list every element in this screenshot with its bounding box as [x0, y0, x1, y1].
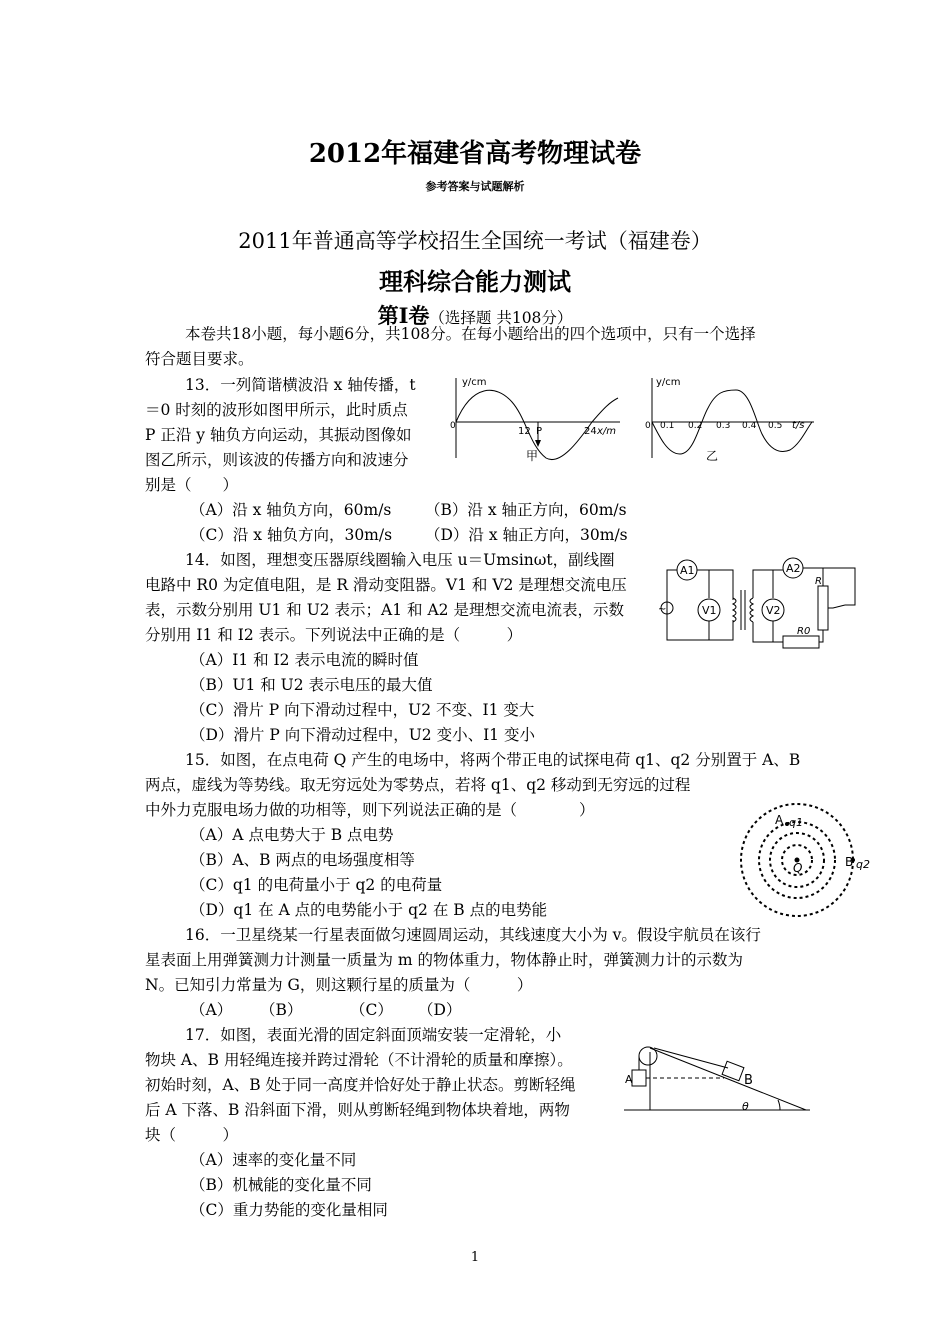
q14-a2-label: A2: [786, 562, 801, 575]
q14-line-3: 表，示数分别用 U1 和 U2 表示；A1 和 A2 是理想交流电流表，示数: [145, 601, 624, 619]
q13-line-2: ＝0 时刻的波形如图甲所示，此时质点: [145, 401, 408, 419]
q17-a-label: A: [625, 1073, 633, 1086]
exam-name: 2011年普通高等学校招生全国统一考试（福建卷）: [238, 229, 712, 253]
q16-option-a: （A）: [190, 1001, 233, 1019]
q13a-p: P: [536, 426, 543, 437]
q17-line-2: 物块 A、B 用轻绳连接并跨过滑轮（不计滑轮的质量和摩擦）。: [145, 1051, 573, 1069]
q13-line-3: P 正沿 y 轴负方向运动，其振动图像如: [145, 426, 412, 444]
q17-b-label: B: [744, 1073, 753, 1088]
q13b-tick-5: 0.5: [768, 421, 783, 431]
q13b-xlabel: t/s: [792, 420, 805, 431]
q15-line-2: 两点，虚线为等势线。取无穷远处为零势点，若将 q1、q2 移动到无穷远的过程: [145, 776, 691, 794]
q15-a-label: A: [775, 813, 784, 827]
q13a-tick12: 12: [518, 426, 531, 437]
q15-q-label: Q: [793, 861, 803, 875]
intro-line-1: 本卷共18小题，每小题6分，共108分。在每小题给出的四个选项中，只有一个选择: [185, 325, 756, 343]
q13-option-d: （D）沿 x 轴正方向，30m/s: [425, 526, 628, 544]
q13-line-4: 图乙所示，则该波的传播方向和波速分: [145, 451, 409, 469]
volume-note: （选择题 共108分）: [429, 309, 573, 327]
q14-a1-label: A1: [680, 564, 695, 577]
q17-option-c: （C）重力势能的变化量相同: [190, 1201, 388, 1219]
q13-figure-a: [448, 372, 623, 464]
q14-circuit-figure: [655, 550, 860, 660]
intro-line-2: 符合题目要求。: [145, 350, 254, 368]
page-title: 2012年福建省高考物理试卷: [308, 139, 642, 169]
q17-theta-label: θ: [742, 1100, 749, 1113]
q15-line-3: 中外力克服电场力做的功相等，则下列说法正确的是（ ）: [145, 801, 595, 819]
q14-option-c: （C）滑片 P 向下滑动过程中，U2 不变、I1 变大: [190, 701, 535, 719]
q17-line-1: 17．如图，表面光滑的固定斜面顶端安装一定滑轮，小: [185, 1026, 562, 1044]
q15-q1-label: q1: [789, 816, 803, 829]
q14-line-4: 分别用 I1 和 I2 表示。下列说法中正确的是（ ）: [145, 626, 523, 644]
q13-option-a: （A）沿 x 轴负方向，60m/s: [190, 501, 392, 519]
q13b-origin: 0: [645, 421, 651, 431]
q15-option-c: （C）q1 的电荷量小于 q2 的电荷量: [190, 876, 443, 894]
q13b-tick-3: 0.3: [716, 421, 731, 431]
q13a-xlabel: x/m: [597, 426, 617, 437]
q13b-caption: 乙: [706, 449, 719, 463]
q13b-tick-1: 0.1: [660, 421, 675, 431]
q13b-ylabel: y/cm: [656, 377, 681, 388]
q13b-tick-2: 0.2: [688, 421, 703, 431]
q16-line-3: N。已知引力常量为 G，则这颗行星的质量为（ ）: [145, 976, 533, 994]
q15-option-a: （A）A 点电势大于 B 点电势: [190, 826, 394, 844]
q14-v1-label: V1: [702, 604, 717, 617]
q15-option-d: （D）q1 在 A 点的电势能小于 q2 在 B 点的电势能: [190, 901, 548, 919]
q13a-tick24: 24: [584, 426, 597, 437]
q15-equipotential-figure: [735, 800, 885, 920]
q14-v2-label: V2: [766, 604, 781, 617]
q15-line-1: 15．如图，在点电荷 Q 产生的电场中，将两个带正电的试探电荷 q1、q2 分别置于 A、B: [185, 751, 801, 769]
q17-incline-figure: [620, 1038, 815, 1120]
q14-option-b: （B）U1 和 U2 表示电压的最大值: [190, 676, 433, 694]
volume-label: 第I卷: [377, 303, 430, 328]
q16-option-c: （C）: [350, 1001, 393, 1019]
q13-line-1: 13．一列简谐横波沿 x 轴传播，t: [185, 376, 416, 394]
q13a-caption: 甲: [526, 449, 539, 463]
q17-option-b: （B）机械能的变化量不同: [190, 1176, 372, 1194]
q13-figure-b: [642, 372, 817, 464]
q14-option-d: （D）滑片 P 向下滑动过程中，U2 变小、I1 变小: [190, 726, 535, 744]
q13b-tick-4: 0.4: [742, 421, 757, 431]
q14-line-2: 电路中 R0 为定值电阻，是 R 滑动变阻器。V1 和 V2 是理想交流电压: [145, 576, 627, 594]
q16-option-b: （B）: [260, 1001, 303, 1019]
q13a-ylabel: y/cm: [462, 377, 487, 388]
q16-line-2: 星表面上用弹簧测力计测量一质量为 m 的物体重力，物体静止时，弹簧测力计的示数为: [145, 951, 744, 969]
q14-r0-label: R0: [797, 626, 811, 637]
q13-option-b: （B）沿 x 轴正方向，60m/s: [425, 501, 627, 519]
q13-line-5: 别是（ ）: [145, 476, 239, 494]
q13-option-c: （C）沿 x 轴负方向，30m/s: [190, 526, 393, 544]
exam-subject: 理科综合能力测试: [379, 267, 571, 296]
page-number: 1: [470, 1250, 480, 1265]
q13a-origin: 0: [450, 421, 456, 431]
q17-line-4: 后 A 下落、B 沿斜面下滑，则从剪断轻绳到物体块着地，两物: [145, 1101, 570, 1119]
q17-line-3: 初始时刻，A、B 处于同一高度并恰好处于静止状态。剪断轻绳: [145, 1076, 576, 1094]
page-subtitle: 参考答案与试题解析: [425, 180, 525, 193]
q14-source-label: ~: [658, 604, 667, 615]
q17-line-5: 块（ ）: [145, 1126, 239, 1144]
q14-option-a: （A）I1 和 I2 表示电流的瞬时值: [190, 651, 419, 669]
q15-b-label: B: [845, 855, 854, 869]
q15-option-b: （B）A、B 两点的电场强度相等: [190, 851, 415, 869]
q14-r-label: R: [815, 576, 822, 587]
q17-option-a: （A）速率的变化量不同: [190, 1151, 357, 1169]
q15-q2-label: q2: [856, 858, 870, 871]
q14-line-1: 14．如图，理想变压器原线圈输入电压 u＝Umsinωt，副线圈: [185, 551, 615, 569]
q16-line-1: 16．一卫星绕某一行星表面做匀速圆周运动，其线速度大小为 v。假设宇航员在该行: [185, 926, 761, 944]
q16-option-d: （D）: [418, 1001, 462, 1019]
